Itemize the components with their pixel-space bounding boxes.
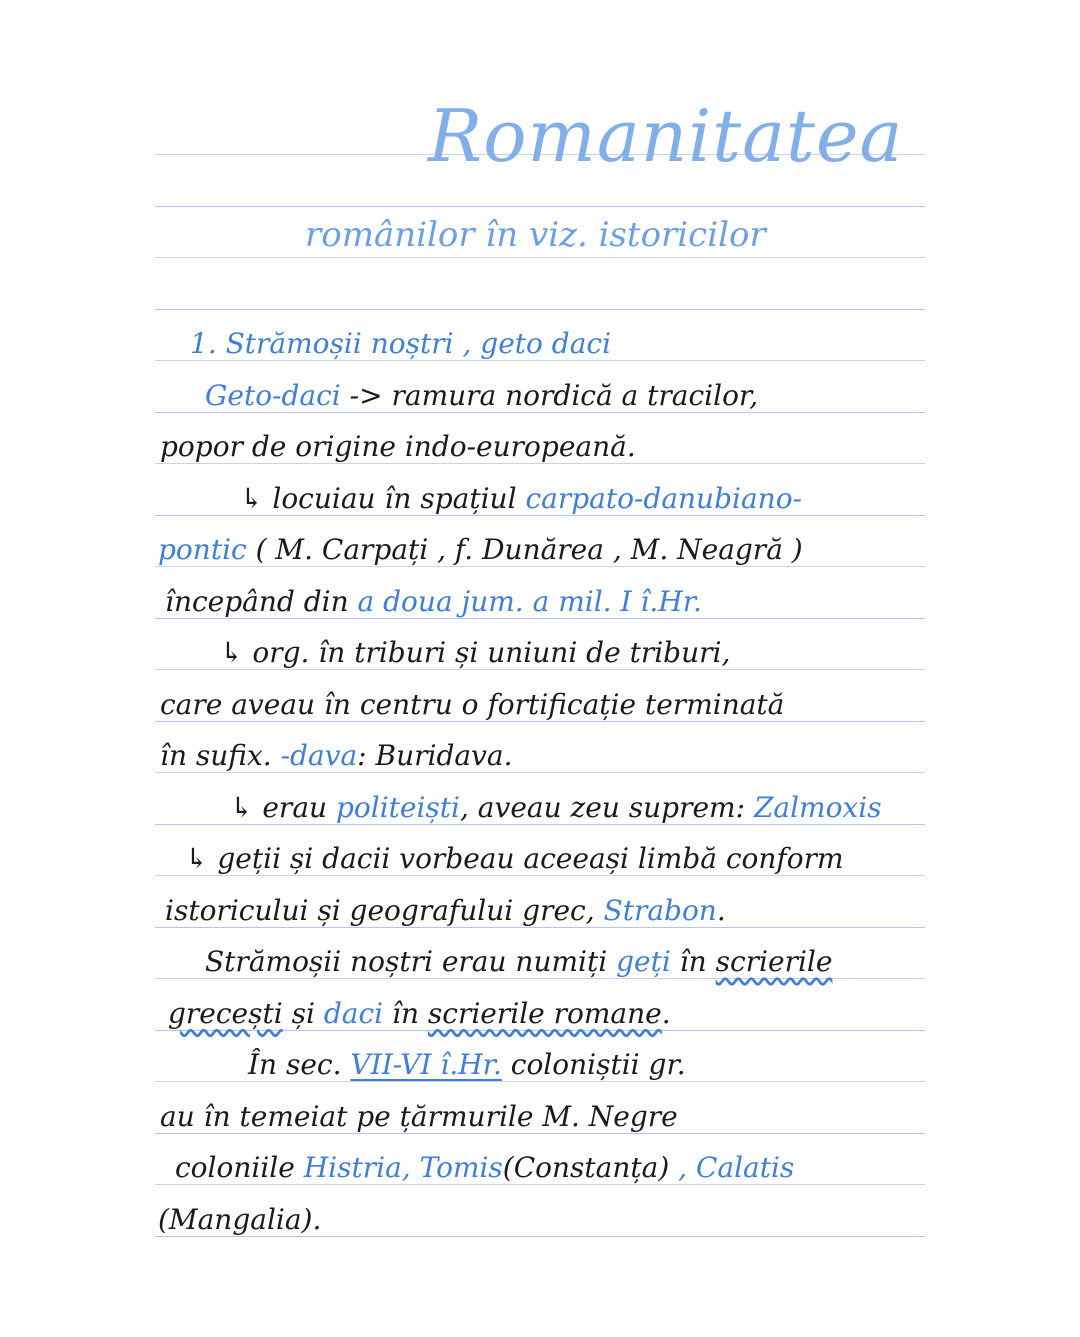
note-fragment: ↳ org. în triburi și uniuni de triburi, bbox=[220, 636, 731, 669]
ruled-line bbox=[155, 669, 925, 670]
note-fragment: scrierile romane bbox=[427, 996, 662, 1030]
note-fragment: și bbox=[282, 996, 324, 1030]
note-line bbox=[168, 996, 671, 1030]
note-fragment: VII-VI î.Hr. bbox=[350, 1048, 502, 1081]
note-fragment: Strabon bbox=[603, 893, 717, 927]
note-fragment: (Mangalia). bbox=[158, 1202, 322, 1236]
note-line bbox=[158, 533, 803, 566]
note-fragment: (Constanța) bbox=[502, 1151, 679, 1184]
note-fragment: În sec. bbox=[248, 1048, 351, 1081]
note-fragment: 1. Strămoșii noștri , geto daci bbox=[190, 327, 612, 360]
ruled-line bbox=[155, 927, 925, 928]
note-fragment: pontic bbox=[158, 533, 247, 566]
ruled-line bbox=[155, 1133, 925, 1134]
ruled-line bbox=[155, 412, 925, 413]
note-fragment: începând din bbox=[165, 584, 358, 618]
note-line bbox=[165, 584, 702, 618]
note-fragment: ( M. Carpați , f. Dunărea , M. Neagră ) bbox=[246, 533, 803, 566]
ruled-line bbox=[155, 875, 925, 876]
note-fragment: , aveau zeu suprem: bbox=[460, 790, 754, 824]
ruled-line bbox=[155, 515, 925, 516]
note-fragment: în bbox=[670, 945, 716, 978]
note-line bbox=[160, 687, 785, 721]
note-fragment: . bbox=[716, 893, 726, 927]
note-line bbox=[185, 842, 844, 875]
note-fragment: ↳ locuiau în spațiul bbox=[240, 481, 526, 515]
note-fragment: daci bbox=[323, 996, 384, 1030]
note-fragment: geți bbox=[616, 945, 671, 978]
ruled-line bbox=[155, 257, 925, 258]
note-fragment: ↳ geții și dacii vorbeau aceeași limbă conform bbox=[185, 842, 844, 875]
note-line bbox=[230, 790, 882, 824]
note-fragment: -> ramura nordică a tracilor, bbox=[340, 378, 759, 412]
note-fragment: popor de origine indo-europeană. bbox=[160, 430, 636, 463]
note-fragment: Zalmoxis bbox=[753, 790, 882, 824]
ruled-line bbox=[155, 566, 925, 567]
note-fragment: politeiști bbox=[335, 790, 460, 824]
note-fragment: : Buridava. bbox=[357, 739, 513, 772]
note-fragment: Histria, Tomis bbox=[303, 1151, 503, 1184]
note-fragment: au în temeiat pe țărmurile M. Negre bbox=[160, 1099, 678, 1133]
note-line bbox=[240, 481, 803, 515]
note-fragment: , Calatis bbox=[678, 1151, 795, 1184]
note-line bbox=[175, 1151, 795, 1184]
ruled-line bbox=[155, 1184, 925, 1185]
note-line bbox=[205, 378, 759, 412]
note-fragment: coloniștii gr. bbox=[501, 1048, 686, 1081]
ruled-line bbox=[155, 772, 925, 773]
note-fragment: în bbox=[383, 996, 428, 1030]
ruled-line bbox=[155, 463, 925, 464]
note-line bbox=[160, 430, 636, 463]
ruled-line bbox=[155, 618, 925, 619]
note-fragment: istoricului și geografului grec, bbox=[165, 893, 604, 927]
note-fragment: . bbox=[661, 996, 671, 1030]
note-fragment: -dava bbox=[280, 739, 358, 772]
ruled-line bbox=[155, 309, 925, 310]
note-line bbox=[205, 945, 833, 978]
ruled-line bbox=[155, 978, 925, 979]
note-line bbox=[160, 739, 513, 772]
page-title: Romanitatea bbox=[428, 94, 904, 178]
note-fragment: scrierile bbox=[715, 945, 833, 978]
ruled-line bbox=[155, 1236, 925, 1237]
note-fragment: grecești bbox=[168, 996, 283, 1030]
note-fragment: Geto-daci bbox=[205, 378, 341, 412]
note-fragment: în sufix. bbox=[160, 739, 281, 772]
note-fragment: Strămoșii noștri erau numiți bbox=[205, 945, 617, 978]
ruled-line bbox=[155, 824, 925, 825]
page-subtitle: românilor în viz. istoricilor bbox=[305, 215, 766, 255]
note-line bbox=[160, 1099, 678, 1133]
note-line bbox=[158, 1202, 322, 1236]
ruled-line bbox=[155, 1081, 925, 1082]
note-fragment: ↳ erau bbox=[230, 790, 336, 824]
note-fragment: care aveau în centru o fortificație terminată bbox=[160, 687, 785, 721]
note-fragment: carpato-danubiano- bbox=[525, 481, 803, 515]
ruled-line bbox=[155, 206, 925, 207]
note-fragment: coloniile bbox=[175, 1151, 304, 1184]
ruled-line bbox=[155, 360, 925, 361]
note-line bbox=[248, 1048, 686, 1081]
note-line bbox=[165, 893, 726, 927]
ruled-line bbox=[155, 721, 925, 722]
note-fragment: a doua jum. a mil. I î.Hr. bbox=[357, 584, 702, 618]
note-line bbox=[190, 327, 612, 360]
note-line bbox=[220, 636, 731, 669]
